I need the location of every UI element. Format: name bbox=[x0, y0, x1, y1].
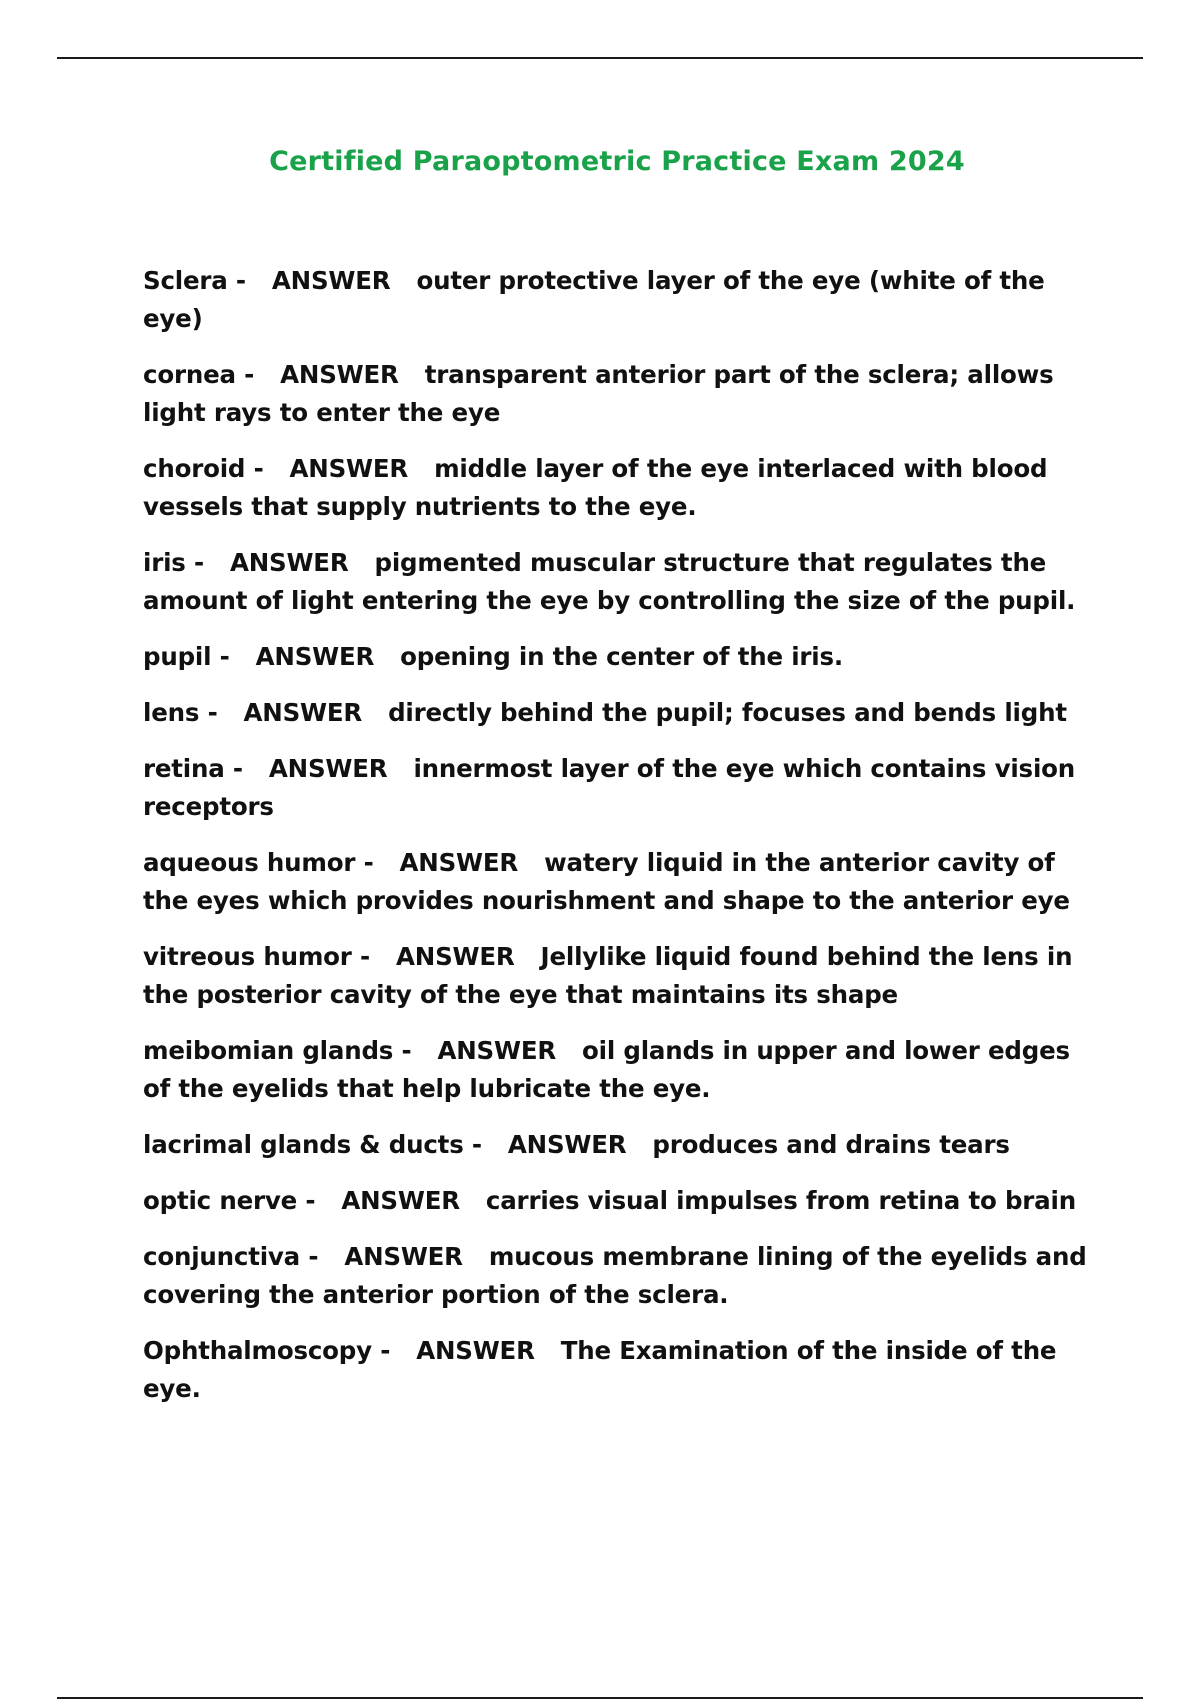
qa-definition: transparent anterior part of the sclera; allows light rays to enter the eye bbox=[143, 360, 1054, 427]
qa-item-pupil bbox=[143, 638, 1093, 676]
qa-term: aqueous humor - bbox=[143, 848, 374, 877]
qa-definition: carries visual impulses from retina to brain bbox=[485, 1186, 1076, 1215]
qa-definition: The Examination of the inside of the eye. bbox=[143, 1336, 1057, 1403]
answer-label: ANSWER bbox=[399, 848, 519, 877]
qa-term: Sclera - bbox=[143, 266, 246, 295]
answer-label: ANSWER bbox=[416, 1336, 535, 1365]
qa-item-lens bbox=[143, 694, 1093, 732]
qa-definition: directly behind the pupil; focuses and bends light bbox=[388, 698, 1067, 727]
qa-item-sclera bbox=[143, 262, 1093, 338]
qa-definition: pigmented muscular structure that regulates the amount of light entering the eye by controlling the size of the pupil. bbox=[143, 548, 1076, 615]
qa-item-iris bbox=[143, 544, 1093, 620]
qa-definition: Jellylike liquid found behind the lens in the posterior cavity of the eye that maintains its shape bbox=[143, 942, 1073, 1009]
qa-term: meibomian glands - bbox=[143, 1036, 412, 1065]
header-rule bbox=[57, 57, 1143, 59]
qa-term: iris - bbox=[143, 548, 204, 577]
footer-rule bbox=[57, 1697, 1143, 1699]
qa-item-vitreous-humor bbox=[143, 938, 1093, 1014]
qa-definition: mucous membrane lining of the eyelids and covering the anterior portion of the sclera. bbox=[143, 1242, 1087, 1309]
qa-term: choroid - bbox=[143, 454, 264, 483]
qa-item-choroid bbox=[143, 450, 1093, 526]
qa-item-ophthalmoscopy bbox=[143, 1332, 1093, 1408]
qa-term: Ophthalmoscopy - bbox=[143, 1336, 391, 1365]
qa-item-meibomian-glands bbox=[143, 1032, 1093, 1108]
qa-term: retina - bbox=[143, 754, 243, 783]
qa-term: conjunctiva - bbox=[143, 1242, 319, 1271]
qa-item-conjunctiva bbox=[143, 1238, 1093, 1314]
qa-definition: outer protective layer of the eye (white of the eye) bbox=[143, 266, 1045, 333]
page-title: Certified Paraoptometric Practice Exam 2024 bbox=[269, 146, 965, 177]
answer-label: ANSWER bbox=[396, 942, 515, 971]
qa-term: cornea - bbox=[143, 360, 255, 389]
qa-item-lacrimal-glands bbox=[143, 1126, 1093, 1164]
qa-item-cornea bbox=[143, 356, 1093, 432]
qa-definition: oil glands in upper and lower edges of the eyelids that help lubricate the eye. bbox=[143, 1036, 1070, 1103]
qa-term: lacrimal glands & ducts - bbox=[143, 1130, 482, 1159]
answer-label: ANSWER bbox=[268, 754, 388, 783]
answer-label: ANSWER bbox=[271, 266, 391, 295]
qa-term: pupil - bbox=[143, 642, 230, 671]
qa-term: lens - bbox=[143, 698, 218, 727]
answer-label: ANSWER bbox=[437, 1036, 557, 1065]
qa-definition: opening in the center of the iris. bbox=[400, 642, 843, 671]
answer-label: ANSWER bbox=[289, 454, 409, 483]
qa-definition: watery liquid in the anterior cavity of the eyes which provides nourishment and shape to the anterior eye bbox=[143, 848, 1070, 915]
answer-label: ANSWER bbox=[255, 642, 375, 671]
qa-item-aqueous-humor bbox=[143, 844, 1093, 920]
qa-definition: middle layer of the eye interlaced with blood vessels that supply nutrients to the eye. bbox=[143, 454, 1048, 521]
qa-term: vitreous humor - bbox=[143, 942, 370, 971]
answer-label: ANSWER bbox=[341, 1186, 460, 1215]
qa-term: optic nerve - bbox=[143, 1186, 316, 1215]
answer-label: ANSWER bbox=[229, 548, 349, 577]
qa-definition: produces and drains tears bbox=[652, 1130, 1010, 1159]
answer-label: ANSWER bbox=[507, 1130, 627, 1159]
qa-item-optic-nerve bbox=[143, 1182, 1093, 1220]
answer-label: ANSWER bbox=[243, 698, 363, 727]
qa-list bbox=[143, 262, 1093, 1426]
qa-item-retina bbox=[143, 750, 1093, 826]
qa-definition: innermost layer of the eye which contains vision receptors bbox=[143, 754, 1076, 821]
answer-label: ANSWER bbox=[280, 360, 399, 389]
answer-label: ANSWER bbox=[344, 1242, 463, 1271]
